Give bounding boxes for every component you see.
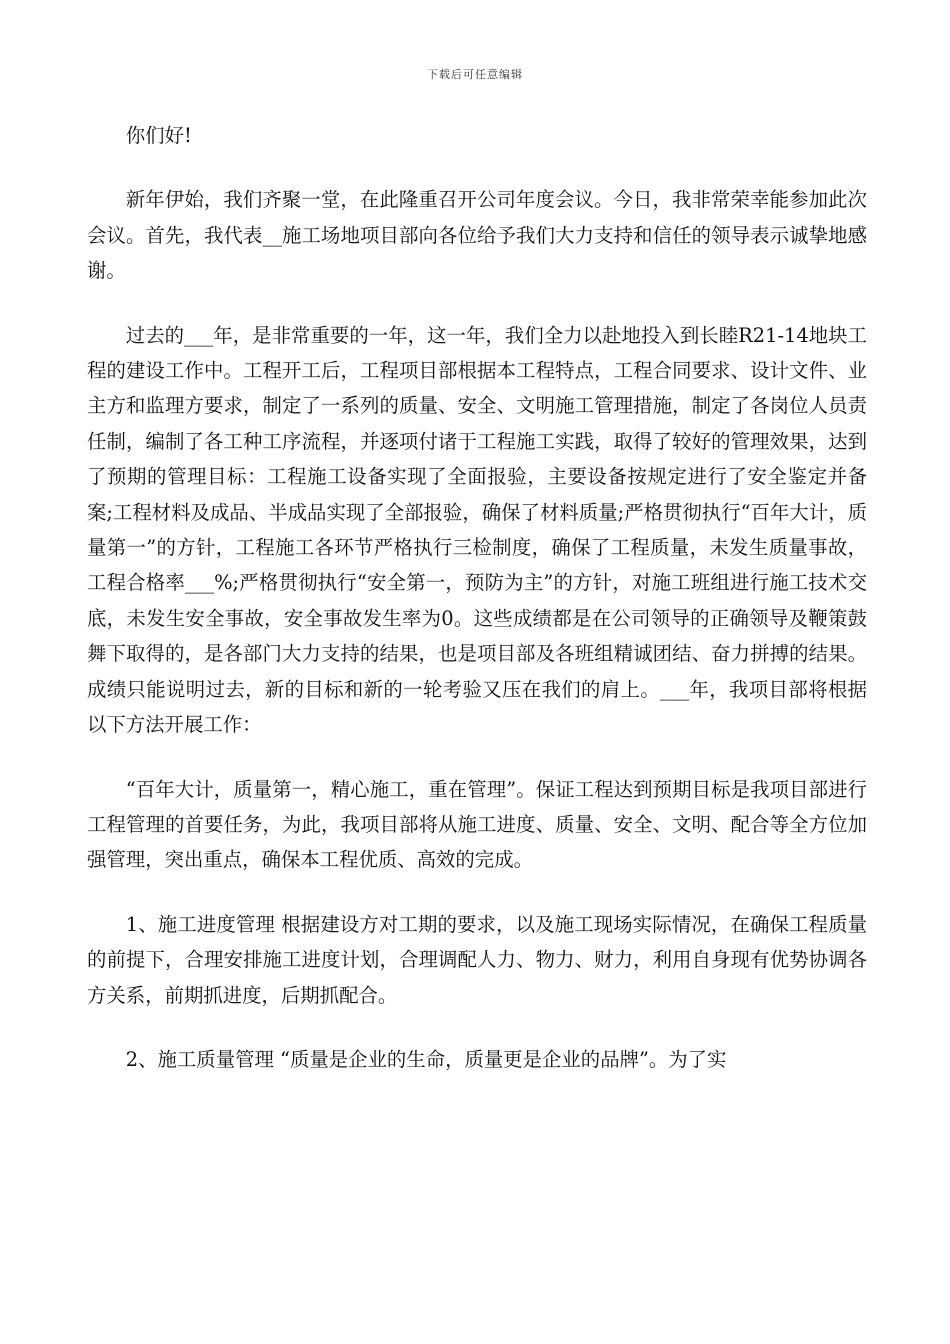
paragraph-greeting: 你们好! — [125, 124, 192, 147]
header-note: 下载后可任意编辑 — [427, 68, 523, 81]
paragraph-principle: “百年大计，质量第一，精心施工，重在管理”。保证工程达到预期目标是我项目部进行工程管理的首要任务，为此，我项目部将从施工进度、质量、安全、文明、配合等全方位加强管理，突出重点，确保本工程优质、高效的完成。 — [87, 777, 867, 872]
document-body — [87, 118, 867, 1106]
paragraph-review: 过去的___年，是非常重要的一年，这一年，我们全力以赴地投入到长睦R21-14地块工程的建设工作中。工程开工后，工程项目部根据本工程特点，工程合同要求、设计文件、业主方和监理方要求，制定了一系列的质量、安全、文明施工管理措施，制定了各岗位人员责任制，编制了各工种工序流程，并逐项付诸于工程施工实践，取得了较好的管理效果，达到了预期的管理目标：工程施工设备实现了全面报验，主要设备按规定进行了安全鉴定并备案;工程材料及成品、半成品实现了全部报验，确保了材料质量;严格贯彻执行“百年大计，质量第一”的方针，工程施工各环节严格执行三检制度，确保了工程质量，未发生质量事故，工程合格率___%;严格贯彻执行“安全第一，预防为主”的方针，对施工班组进行施工技术交底，未发生安全事故，安全事故发生率为0。这些成绩都是在公司领导的正确领导及鞭策鼓舞下取得的，是各部门大力支持的结果，也是项目部及各班组精诚团结、奋力拼搏的结果。成绩只能说明过去，新的目标和新的一轮考验又压在我们的肩上。___年，我项目部将根据以下方法开展工作： — [87, 323, 867, 737]
paragraph-opening: 新年伊始，我们齐聚一堂，在此隆重召开公司年度会议。今日，我非常荣幸能参加此次会议。首先，我代表__施工场地项目部向各位给予我们大力支持和信任的领导表示诚挚地感谢。 — [87, 188, 867, 283]
paragraph-progress-management: 1、施工进度管理 根据建设方对工期的要求，以及施工现场实际情况，在确保工程质量的前提下，合理安排施工进度计划，合理调配人力、物力、财力，利用自身现有优势协调各方关系，前期抓进度，后期抓配合。 — [87, 912, 867, 1007]
paragraph-quality-management: 2、施工质量管理 “质量是企业的生命，质量更是企业的品牌”。为了实 — [125, 1047, 727, 1071]
